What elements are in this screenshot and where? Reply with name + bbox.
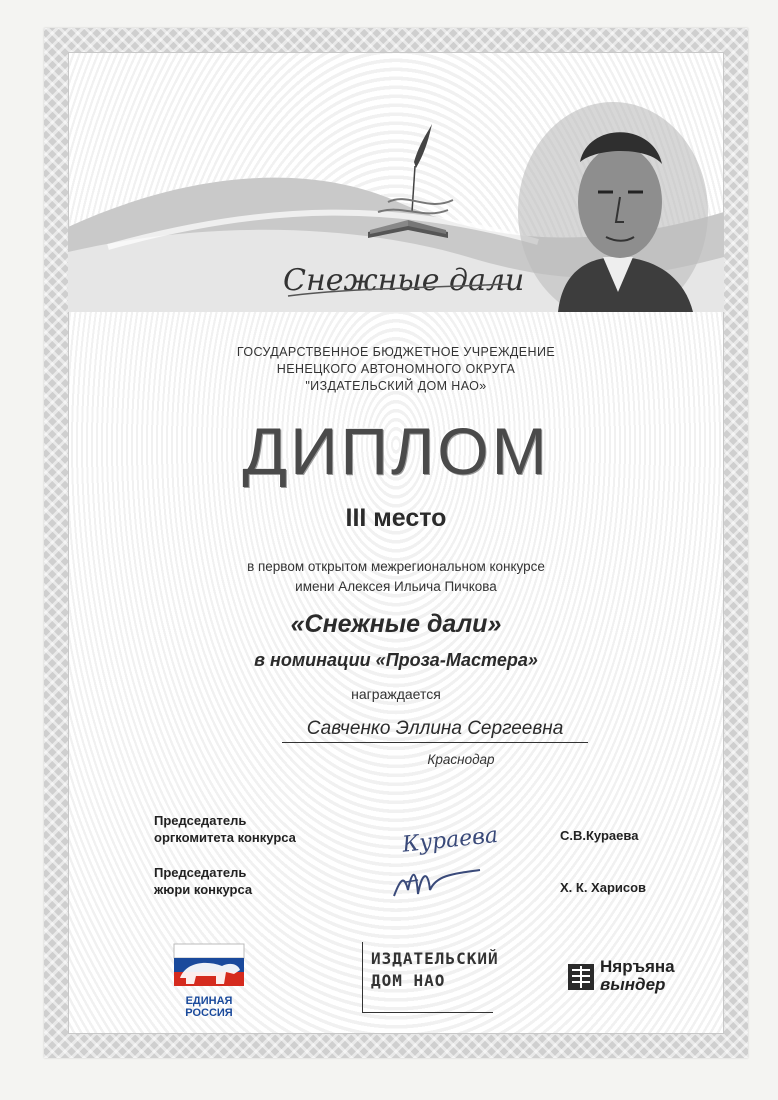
organization-line: ГОСУДАРСТВЕННОЕ БЮДЖЕТНОЕ УЧРЕЖДЕНИЕ <box>236 345 556 359</box>
chair-jury-label: Председатель жюри конкурса <box>154 865 253 897</box>
newspaper-name-line: вындер <box>600 975 666 994</box>
diploma-body <box>68 52 724 1034</box>
chair-org-signature <box>398 818 518 858</box>
newspaper-emblem-icon <box>566 962 596 992</box>
place-award: III место <box>345 504 447 532</box>
svg-text:Кураева: Кураева <box>401 822 500 858</box>
organization-name <box>68 344 724 395</box>
diploma-sheet <box>44 28 748 1058</box>
awarded-label: награждается <box>351 686 441 702</box>
diploma-title: ДИПЛОМ <box>242 414 550 488</box>
contest-description <box>68 557 724 597</box>
party-name-line: РОССИЯ <box>185 1007 233 1019</box>
united-russia-logo <box>166 940 252 1028</box>
contest-logo-text: Снежные дали <box>283 263 525 298</box>
chair-org-label: Председатель оргкомитета конкурса <box>154 813 296 845</box>
recipient-city: Краснодар <box>427 752 495 767</box>
organization-line: НЕНЕЦКОГО АВТОНОМНОГО ОКРУГА <box>276 362 516 376</box>
contest-line: в первом открытом межрегиональном конкурсе <box>247 559 545 574</box>
publisher-name-line: ДОМ НАО <box>371 971 446 990</box>
chair-jury-name: Х. К. Харисов <box>560 880 647 895</box>
header-illustration <box>68 52 724 312</box>
contest-name: «Снежные дали» <box>290 610 502 638</box>
recipient-name: Савченко Эллина Сергеевна <box>282 718 588 743</box>
portrait-illustration <box>518 102 708 312</box>
newspaper-logo <box>566 958 698 998</box>
organization-line: "ИЗДАТЕЛЬСКИЙ ДОМ НАО» <box>305 379 487 393</box>
bear-flag-icon <box>166 940 252 990</box>
nomination: в номинации «Проза-Мастера» <box>254 650 538 670</box>
chair-jury-signature <box>388 860 488 906</box>
party-name-line: ЕДИНАЯ <box>185 995 233 1007</box>
publisher-logo <box>362 942 499 1013</box>
publisher-name-line: ИЗДАТЕЛЬСКИЙ <box>371 949 499 968</box>
newspaper-name-line: Няръяна <box>600 957 675 976</box>
contest-line: имени Алексея Ильича Пичкова <box>295 579 497 594</box>
chair-org-name: С.В.Кураева <box>560 828 639 843</box>
